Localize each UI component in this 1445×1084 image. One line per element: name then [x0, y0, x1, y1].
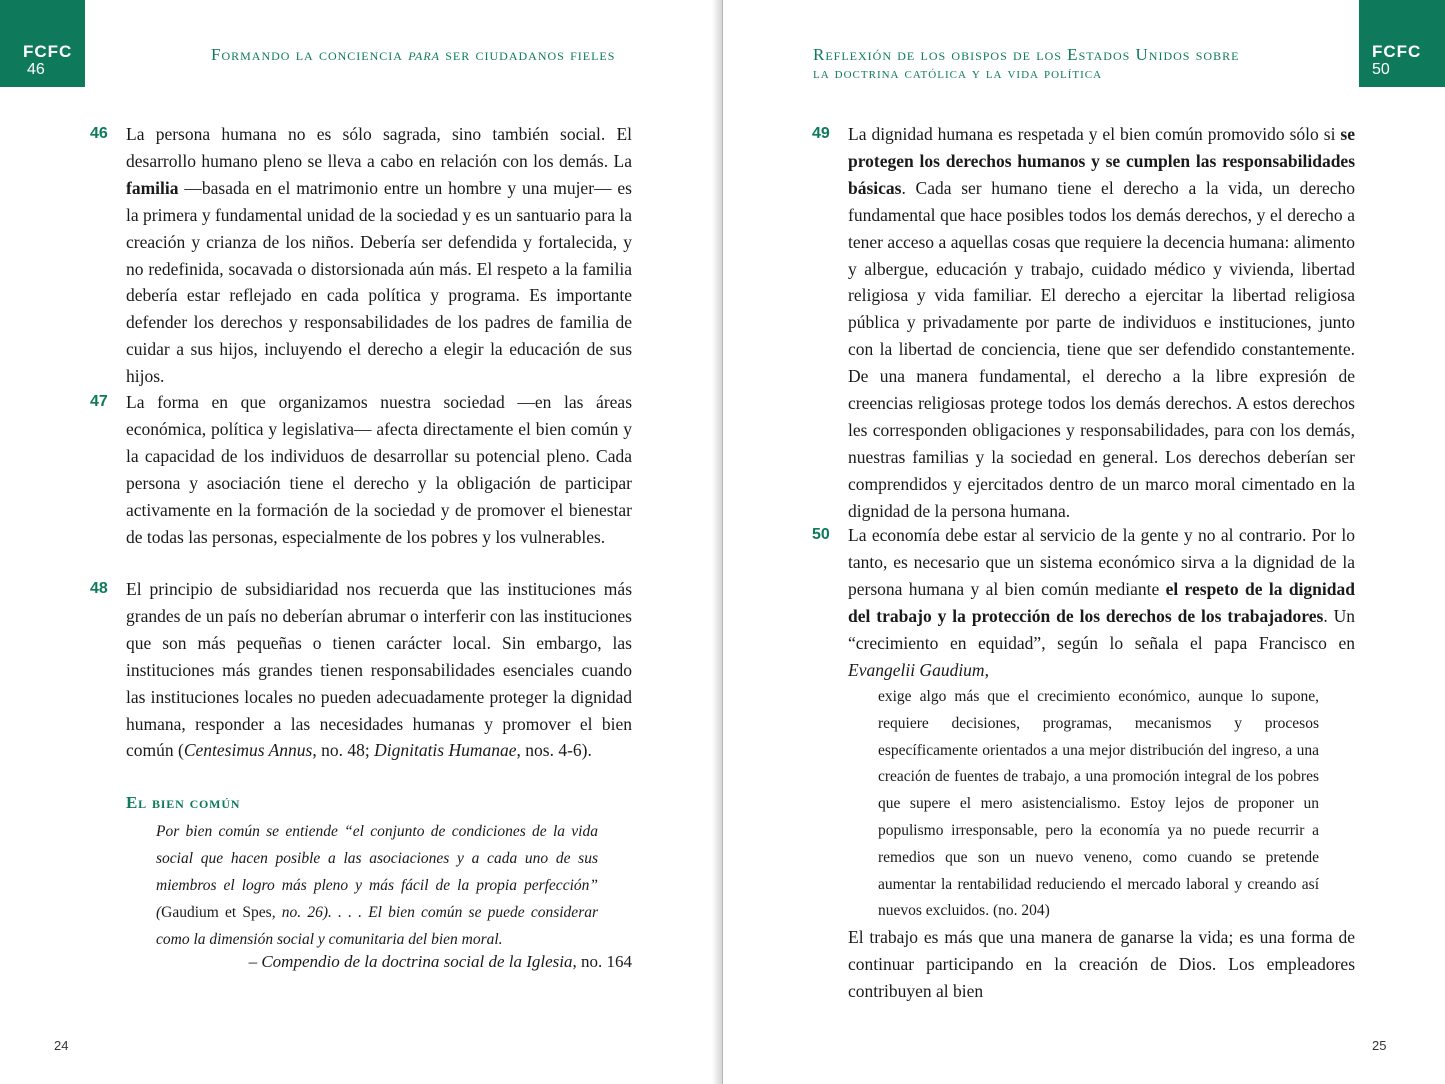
fcfc-tab-label: FCFC — [1372, 42, 1422, 61]
running-head-line: Reflexión de los obispos de los Estados Unidos sobre — [813, 45, 1240, 64]
paragraph-49 — [848, 121, 1355, 525]
right-page — [723, 0, 1445, 1084]
paragraph-50 — [848, 522, 1355, 683]
text-run: —basada en el matrimonio entre un hombre y una mujer— es la primera y fundamental unidad de la sociedad y es un santuario para la creación y crianza de los niños. Debería ser defendida y fortalecida, y no redefinida, socavada o distorsionada aún más. El respeto a la familia debería estar reflejado en cada política y programa. Es importante defender los derechos y responsabilidades de los padres de familia de cuidar a sus hijos, incluyendo el derecho a elegir la educación de sus hijos. — [126, 177, 632, 387]
italic-title: Dignitatis Humanae — [374, 740, 517, 761]
sidebar-quote — [156, 818, 598, 953]
fcfc-tab-right — [1359, 0, 1445, 87]
italic-title: Compendio de la doctrina social de la Iglesia — [261, 952, 573, 971]
text-run: La economía debe estar al servicio de la gente y no al contrario. Por lo tanto, es necesario que un sistema económico sirva a la dignidad de la persona humana y al bien común mediante — [848, 525, 1355, 599]
text-run: – — [248, 952, 262, 971]
text-run: , no. 26). . . . El bien común se puede considerar como la dimensión social y comunitaria del bien moral. — [156, 904, 599, 948]
fcfc-tab-number: 50 — [1372, 61, 1390, 78]
running-head-left — [211, 45, 615, 64]
page-number: 25 — [1372, 1038, 1387, 1053]
running-head-right — [813, 45, 1239, 83]
running-head-part: Formando la conciencia — [211, 45, 409, 64]
paragraph-continuation: El trabajo es más que una manera de ganarse la vida; es una forma de continuar participando en la creación de Dios. Los empleadores contribuyen al bien — [848, 927, 1355, 1001]
text-run: . Cada ser humano tiene el derecho a la vida, un derecho fundamental que hace posibles todos los demás derechos, y el derecho a tener acceso a aquellas cosas que requiere la decencia humana: alimento y albergue, educación y trabajo, cuidado médico y vivienda, libertad religiosa y vida familiar. El derecho a ejercitar la libertad religiosa pública y privadamente por parte de individuos e instituciones, junto con la libertad de conciencia, tiene que ser defendido constantemente. De una manera fundamental, el derecho a la libre expresión de creencias religiosas protege todos los demás derechos. A estos derechos les corresponden obligaciones y responsabilidades, para con los demás, nuestras familias y la sociedad en general. Los derechos deberían ser comprendidos y ejercitados dentro de un marco moral cimentado en la dignidad de la persona humana. — [848, 177, 1355, 521]
bold-text: familia — [126, 177, 179, 198]
text-run: Gaudium et Spes — [161, 904, 272, 921]
running-head-part: ser ciudadanos fieles — [439, 45, 616, 64]
paragraph-number: 50 — [812, 526, 830, 543]
bold-text: se protegen los derechos humanos y se cumplen las responsabilidades básicas — [848, 124, 1355, 198]
paragraph-number: 46 — [90, 125, 108, 142]
paragraph-47 — [126, 389, 632, 550]
paragraph-number: 47 — [90, 393, 108, 410]
text-run: La persona humana no es sólo sagrada, sino también social. El desarrollo humano pleno se lleva a cabo en relación con los demás. La — [126, 124, 632, 171]
fcfc-tab-left — [0, 0, 85, 87]
block-quote: exige algo más que el crecimiento económico, aunque lo supone, requiere decisiones, programas, mecanismos y procesos específicamente orientados a una mejor distribución del ingreso, a una creación de fuentes de trabajo, a una promoción integral de los pobres que supere el mero asistencialismo. Estoy lejos de proponer un populismo irresponsable, pero la economía ya no puede recurrir a remedios que son un nuevo veneno, como cuando se pretende aumentar la rentabilidad reduciendo el mercado laboral y creando así nuevos excluidos. (no. 204) — [878, 688, 1319, 920]
paragraph-number: 48 — [90, 580, 108, 597]
bold-text: el respeto de la dignidad del trabajo y la protección de los derechos de los trabajadores — [848, 578, 1355, 626]
running-head-italic: para — [408, 45, 440, 64]
running-head-line: la doctrina católica y la vida política — [813, 65, 1103, 82]
quote-attribution — [156, 952, 632, 972]
italic-title: Centesimus Annus — [183, 740, 313, 761]
italic-title: Evangelii Gaudium — [848, 659, 985, 680]
paragraph-number: 49 — [812, 125, 830, 142]
paragraph-48 — [126, 576, 632, 764]
text-run: , — [984, 659, 989, 680]
paragraph-46 — [126, 121, 632, 390]
fcfc-tab-number: 46 — [27, 61, 45, 78]
fcfc-tab-label: FCFC — [23, 42, 73, 61]
text-run: El principio de subsidiaridad nos recuerda que las instituciones más grandes de un país no deberían abrumar o interferir con las instituciones que son más pequeñas o tienen carácter local. Sin embargo, las instituciones más grandes tienen responsabilidades esenciales cuando las instituciones locales no pueden adecuadamente proteger la dignidad humana, responder a las necesidades humanas y promover el bien común ( — [126, 579, 632, 761]
text-run: Por bien común se entiende “el conjunto de condiciones de la vida social que hacen posible a las asociaciones y a cada uno de sus miembros el logro más pleno y más fácil de la propia perfección” ( — [156, 823, 598, 921]
left-page — [0, 0, 722, 1084]
text-run: La dignidad humana es respetada y el bien común promovido sólo si — [848, 124, 1341, 144]
text-run: La forma en que organizamos nuestra sociedad —en las áreas económica, política y legislativa— afecta directamente el bien común y la capacidad de los individuos de desarrollar su potencial pleno. Cada persona y asociación tiene el derecho y la obligación de participar activamente en la formación de la sociedad y de promover el bienestar de todas las personas, especialmente de los pobres y los vulnerables. — [126, 392, 632, 547]
text-run: , no. 164 — [572, 952, 632, 971]
page-number: 24 — [54, 1038, 69, 1053]
text-run: . Un “crecimiento en equidad”, según lo señala el papa Francisco en — [848, 605, 1355, 653]
section-heading: El bien común — [126, 793, 241, 812]
text-run: , no. 48; — [312, 740, 375, 761]
text-run: , nos. 4-6). — [516, 740, 592, 761]
